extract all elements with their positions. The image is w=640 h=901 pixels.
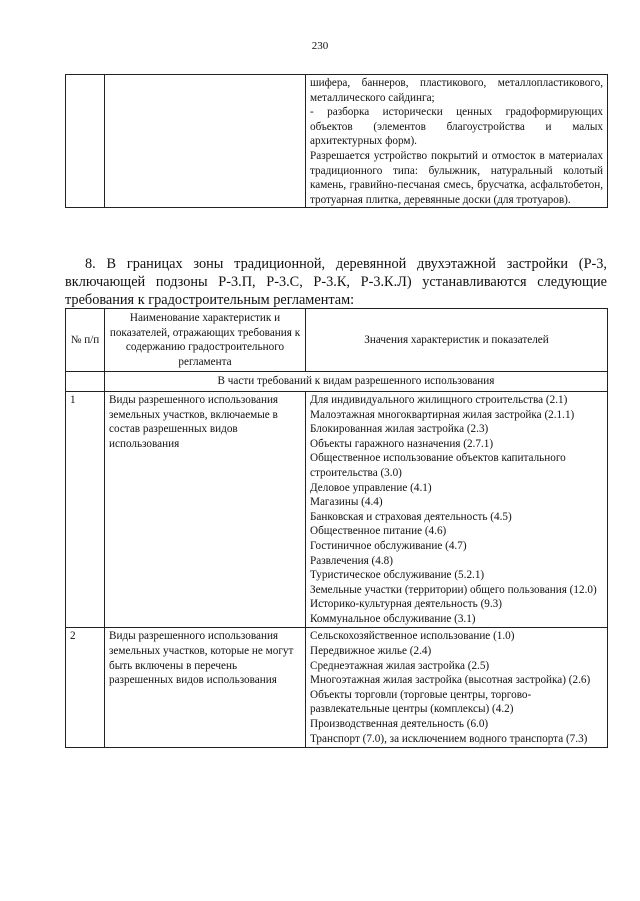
row-1-name: Виды разрешенного использования земельных участков, включаемые в состав разрешенных видов использования <box>105 391 306 628</box>
row-2-num: 2 <box>66 628 105 748</box>
list-item: Блокированная жилая застройка (2.3) <box>310 423 489 436</box>
list-item: Сельскохозяйственное использование (1.0) <box>310 630 515 643</box>
section-heading: 8. В границах зоны традиционной, деревянной двухэтажной застройки (Р-3, включающей подзоны Р-3.П, Р-3.С, Р-3.К, Р-3.К.Л) устанавливаются следующие требования к градостроительным регламентам: <box>65 256 607 308</box>
continuation-name-cell <box>105 75 306 208</box>
list-item: Коммунальное обслуживание (3.1) <box>310 612 476 625</box>
list-item: Для индивидуального жилищного строительства (2.1) <box>310 393 568 406</box>
header-name: Наименование характеристик и показателей, отражающих требования к содержанию градостроительного регламента <box>105 309 306 372</box>
row-2-values <box>306 628 608 748</box>
header-values: Значения характеристик и показателей <box>306 309 608 372</box>
subheader-cell: В части требований к видам разрешенного использования <box>105 372 608 392</box>
continuation-table <box>65 74 608 208</box>
table-header-row <box>66 309 608 372</box>
page-number: 230 <box>311 40 329 52</box>
list-item: Среднеэтажная жилая застройка (2.5) <box>310 659 490 672</box>
continuation-paragraph-2: - разборка исторически ценных градоформирующих объектов (элементов благоустройства и малых архитектурных форм). <box>310 106 603 148</box>
table-subheader-row <box>66 372 608 392</box>
list-item: Транспорт (7.0), за исключением водного транспорта (7.3) <box>310 732 588 745</box>
list-item: Передвижное жилье (2.4) <box>310 645 432 658</box>
list-item: Производственная деятельность (6.0) <box>310 718 489 731</box>
list-item: Туристическое обслуживание (5.2.1) <box>310 569 485 582</box>
table-row <box>66 391 608 628</box>
list-item: Общественное использование объектов капитального строительства (3.0) <box>310 452 566 479</box>
row-2-name: Виды разрешенного использования земельных участков, которые не могут быть включены в перечень разрешенных видов использования <box>105 628 306 748</box>
row-1-num: 1 <box>66 391 105 628</box>
subheader-empty-cell <box>66 372 105 392</box>
list-item: Историко-культурная деятельность (9.3) <box>310 598 502 611</box>
requirements-table <box>65 308 608 748</box>
header-num: № п/п <box>66 309 105 372</box>
continuation-value-cell <box>306 75 608 208</box>
list-item: Деловое управление (4.1) <box>310 481 432 494</box>
list-item: Земельные участки (территории) общего пользования (12.0) <box>310 583 597 596</box>
list-item: Многоэтажная жилая застройка (высотная застройка) (2.6) <box>310 674 591 687</box>
list-item: Общественное питание (4.6) <box>310 525 447 538</box>
list-item: Гостиничное обслуживание (4.7) <box>310 539 467 552</box>
list-item: Объекты гаражного назначения (2.7.1) <box>310 437 494 450</box>
list-item: Банковская и страховая деятельность (4.5) <box>310 510 512 523</box>
list-item: Малоэтажная многоквартирная жилая застройка (2.1.1) <box>310 408 575 421</box>
list-item: Объекты торговли (торговые центры, торгово-развлекательные центры (комплексы) (4.2) <box>310 688 532 716</box>
continuation-paragraph-1: шифера, баннеров, пластикового, металлопластикового, металлического сайдинга; <box>310 77 603 104</box>
continuation-num-cell <box>66 75 105 208</box>
continuation-row <box>66 75 608 208</box>
list-item: Развлечения (4.8) <box>310 554 393 567</box>
list-item: Магазины (4.4) <box>310 496 383 509</box>
row-1-values <box>306 391 608 628</box>
table-row <box>66 628 608 748</box>
continuation-paragraph-3: Разрешается устройство покрытий и отмосток в материалах традиционного типа: булыжник, натуральный колотый камень, гравийно-песчаная смесь, брусчатка, асфальтобетон, тротуарная плитка, деревянные доски (для тротуаров). <box>310 149 603 206</box>
